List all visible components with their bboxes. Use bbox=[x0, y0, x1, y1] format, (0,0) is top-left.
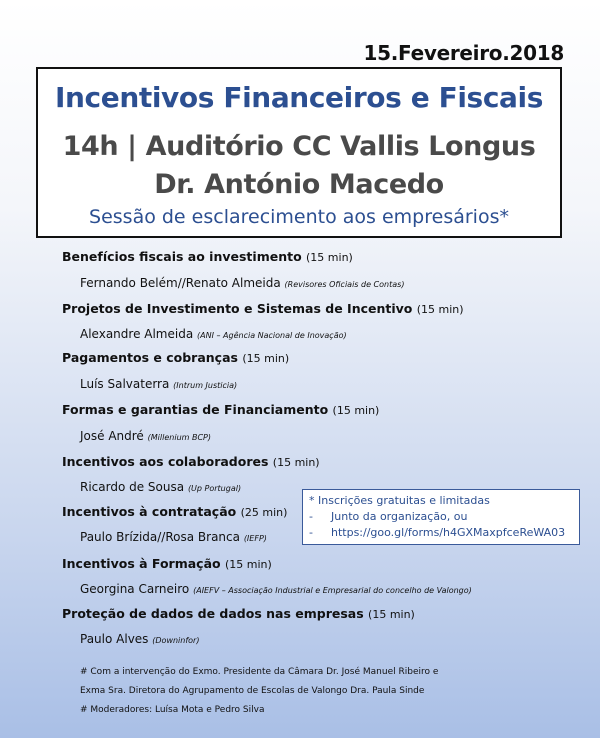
agenda-speaker bbox=[80, 327, 347, 341]
agenda-speaker bbox=[80, 582, 472, 596]
speaker-name: Paulo Brízida//Rosa Branca bbox=[80, 530, 240, 544]
topic-duration: (15 min) bbox=[306, 251, 353, 264]
event-speaker: Dr. António Macedo bbox=[154, 169, 444, 200]
registration-heading: * Inscrições gratuitas e limitadas bbox=[309, 494, 490, 507]
agenda-topic bbox=[62, 402, 379, 417]
registration-item bbox=[309, 525, 573, 541]
agenda-topic bbox=[62, 454, 320, 469]
speaker-org: (ANI – Agência Nacional de Inovação) bbox=[197, 331, 347, 340]
speaker-org: (IEFP) bbox=[243, 534, 267, 543]
speaker-org: (AIEFV – Associação Industrial e Empresarial do concelho de Valongo) bbox=[193, 586, 472, 595]
agenda-topic bbox=[62, 556, 272, 571]
speaker-org: (Revisores Oficiais de Contas) bbox=[284, 280, 405, 289]
topic-duration: (15 min) bbox=[416, 303, 464, 316]
agenda-topic bbox=[62, 301, 464, 316]
topic-title: Incentivos à contratação bbox=[62, 504, 237, 519]
speaker-org: (Downinfor) bbox=[152, 636, 200, 645]
footer-notes bbox=[80, 663, 438, 720]
event-date: 15.Fevereiro.2018 bbox=[363, 41, 564, 65]
speaker-name: Ricardo de Sousa bbox=[80, 480, 185, 494]
footer-line: # Moderadores: Luísa Mota e Pedro Silva bbox=[80, 705, 265, 715]
speaker-org: (Up Portugal) bbox=[187, 484, 242, 493]
topic-duration: (15 min) bbox=[224, 558, 272, 571]
topic-title: Incentivos aos colaboradores bbox=[62, 454, 269, 469]
speaker-org: (Intrum Justicia) bbox=[173, 381, 238, 390]
topic-title: Benefícios fiscais ao investimento bbox=[62, 249, 302, 264]
agenda-speaker bbox=[80, 480, 241, 494]
agenda-speaker bbox=[80, 429, 211, 443]
event-title: Incentivos Financeiros e Fiscais bbox=[55, 81, 543, 114]
topic-title: Proteção de dados de dados nas empresas bbox=[62, 606, 364, 621]
event-venue: 14h | Auditório CC Vallis Longus bbox=[62, 131, 536, 162]
agenda-speaker bbox=[80, 530, 267, 544]
topic-title: Pagamentos e cobranças bbox=[62, 350, 238, 365]
speaker-org: (Millenium BCP) bbox=[147, 433, 211, 442]
speaker-name: Luís Salvaterra bbox=[80, 377, 170, 391]
agenda-topic bbox=[62, 350, 289, 365]
topic-duration: (15 min) bbox=[242, 352, 290, 365]
bullet-dash: - bbox=[309, 526, 313, 539]
topic-duration: (15 min) bbox=[368, 608, 415, 621]
speaker-name: Alexandre Almeida bbox=[80, 327, 194, 341]
registration-item bbox=[309, 509, 573, 525]
speaker-name: Georgina Carneiro bbox=[80, 582, 190, 596]
topic-title: Incentivos à Formação bbox=[62, 556, 221, 571]
speaker-name: Paulo Alves bbox=[80, 632, 149, 646]
topic-duration: (15 min) bbox=[272, 456, 320, 469]
registration-link[interactable]: https://goo.gl/forms/h4GXMaxpfceReWA03 bbox=[331, 526, 566, 539]
topic-duration: (15 min) bbox=[332, 404, 380, 417]
topic-title: Projetos de Investimento e Sistemas de Incentivo bbox=[62, 301, 413, 316]
agenda-topic bbox=[62, 606, 415, 621]
agenda-topic bbox=[62, 249, 353, 264]
footer-line: Exma Sra. Diretora do Agrupamento de Escolas de Valongo Dra. Paula Sinde bbox=[80, 686, 425, 696]
header-box bbox=[36, 67, 562, 238]
agenda-speaker bbox=[80, 632, 199, 646]
agenda-topic bbox=[62, 504, 287, 519]
registration-item-text: Junto da organização, ou bbox=[331, 510, 468, 523]
agenda-speaker bbox=[80, 377, 237, 391]
agenda-speaker bbox=[80, 276, 404, 290]
topic-duration: (25 min) bbox=[240, 506, 288, 519]
speaker-name: Fernando Belém//Renato Almeida bbox=[80, 276, 281, 290]
bullet-dash: - bbox=[309, 510, 313, 523]
footer-line: # Com a intervenção do Exmo. Presidente da Câmara Dr. José Manuel Ribeiro e bbox=[80, 667, 439, 677]
event-subtitle: Sessão de esclarecimento aos empresários* bbox=[89, 206, 509, 228]
topic-title: Formas e garantias de Financiamento bbox=[62, 402, 329, 417]
speaker-name: José André bbox=[80, 429, 144, 443]
registration-info-box bbox=[302, 489, 580, 545]
